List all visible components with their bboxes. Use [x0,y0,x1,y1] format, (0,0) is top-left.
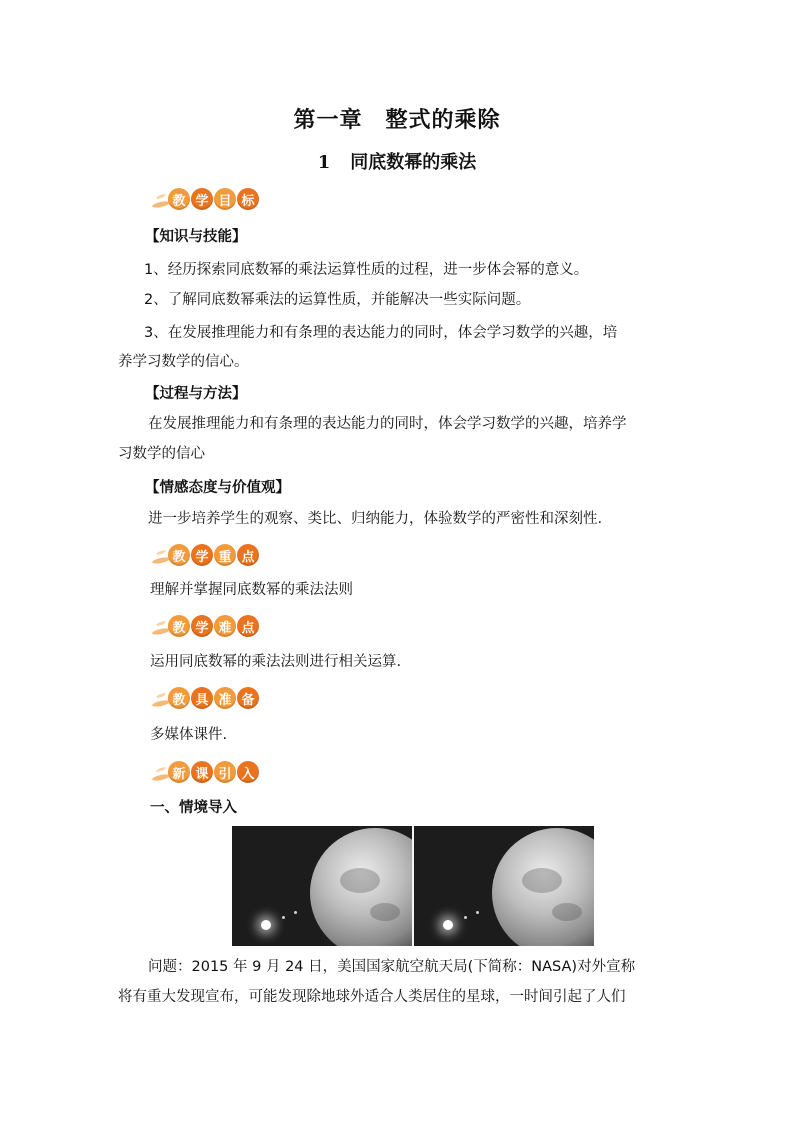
badge-char: 教 [168,544,190,566]
question-line: 问题：2015 年 9 月 24 日，美国国家航空航天局(下简称：NASA)对外宣称 [148,959,636,975]
badge-char: 新 [168,761,190,783]
badge-difficulties [150,612,260,640]
key-point-text: 理解并掌握同底数幂的乘法法则 [150,582,353,598]
badge-char: 目 [214,188,236,210]
process-line: 习数学的信心 [118,446,205,462]
badge-char: 准 [214,687,236,709]
badge-char: 教 [168,188,190,210]
badge-char: 课 [191,761,213,783]
attitude-text: 进一步培养学生的观察、类比、归纳能力，体验数学的严密性和深刻性. [148,511,603,527]
badge-char: 入 [237,761,259,783]
badge-char: 教 [168,687,190,709]
knowledge-heading: 【知识与技能】 [145,229,247,245]
difficulty-text: 运用同底数幂的乘法法则进行相关运算. [150,654,402,670]
star-icon [261,920,271,930]
badge-char: 标 [237,188,259,210]
knowledge-item: 养学习数学的信心。 [118,354,249,370]
attitude-heading: 【情感态度与价值观】 [145,480,290,496]
badge-char: 教 [168,615,190,637]
badge-char: 学 [191,615,213,637]
knowledge-item: 3、在发展推理能力和有条理的表达能力的同时，体会学习数学的兴趣，培 [144,325,618,341]
knowledge-item: 1、经历探索同底数幂的乘法运算性质的过程，进一步体会幂的意义。 [144,262,589,278]
lesson-title-text: 同底数幂的乘法 [350,152,477,173]
badge-char: 点 [237,615,259,637]
lesson-number: 1 [317,152,331,173]
knowledge-item: 2、了解同底数幂乘法的运算性质，并能解决一些实际问题。 [144,292,531,308]
question-line: 将有重大发现宣布，可能发现除地球外适合人类居住的星球，一时间引起了人们 [118,989,626,1005]
chapter-title: 第一章 整式的乘除 [293,108,501,133]
planet-photo [232,826,594,946]
process-heading: 【过程与方法】 [145,386,247,402]
badge-char: 重 [214,544,236,566]
swoosh-icon [150,189,170,209]
star-icon [443,920,453,930]
lesson-title [0,148,794,174]
badge-char: 备 [237,687,259,709]
swoosh-icon [150,762,170,782]
materials-text: 多媒体课件. [150,727,228,743]
badge-char: 点 [237,544,259,566]
badge-materials [150,684,260,712]
badge-char: 学 [191,544,213,566]
swoosh-icon [150,545,170,565]
badge-key-points [150,541,260,569]
badge-char: 具 [191,687,213,709]
badge-teaching-objectives [150,185,260,213]
badge-char: 学 [191,188,213,210]
planet-image-right [414,826,594,946]
planet-image-left [232,826,412,946]
process-line: 在发展推理能力和有条理的表达能力的同时，体会学习数学的兴趣，培养学 [148,416,627,432]
swoosh-icon [150,616,170,636]
badge-new-lesson-intro [150,758,260,786]
badge-char: 引 [214,761,236,783]
scenario-heading: 一、情境导入 [150,800,237,816]
badge-char: 难 [214,615,236,637]
swoosh-icon [150,688,170,708]
